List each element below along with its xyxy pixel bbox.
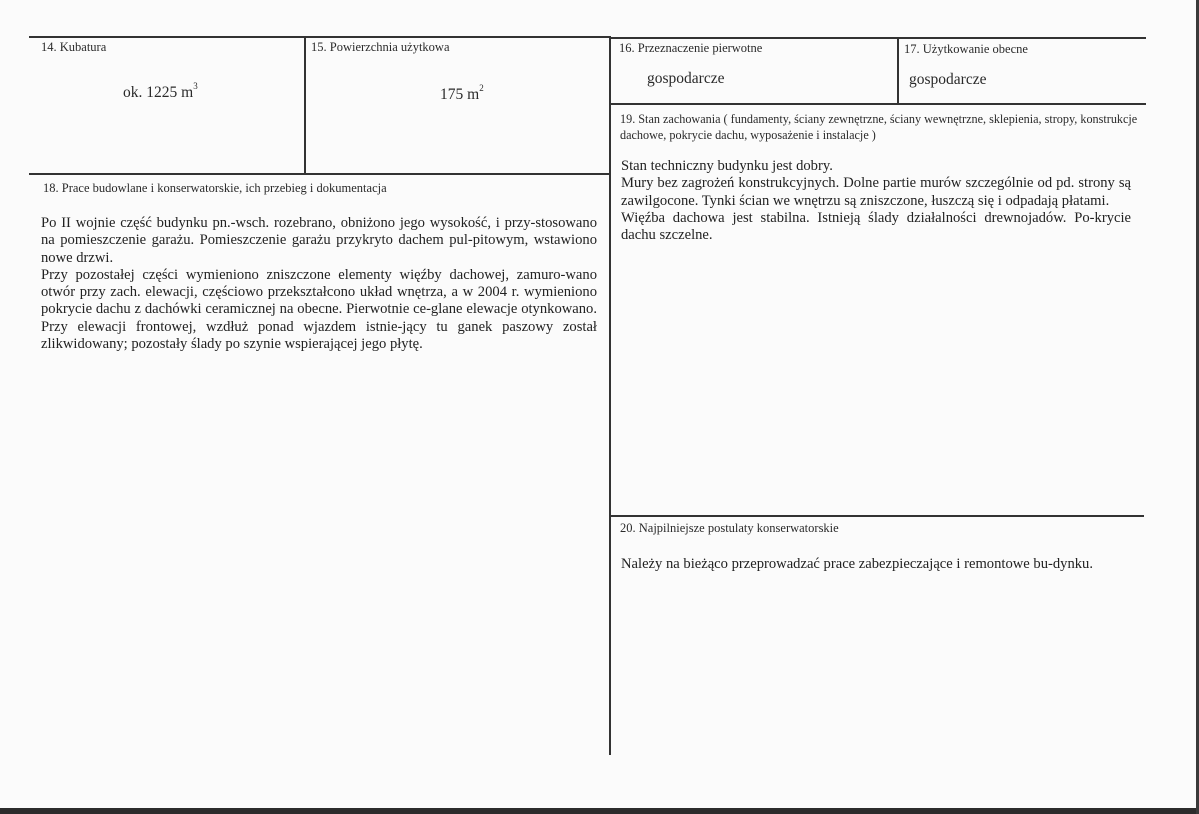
top-rule-left (29, 36, 611, 38)
field-20-text (621, 556, 1131, 573)
field-20-label: 20. Najpilniejsze postulaty konserwatorskie (620, 521, 839, 535)
field-19-label: 19. Stan zachowania ( fundamenty, ściany zewnętrzne, ściany wewnętrzne, sklepienia, stropy, konstrukcje dachowe, pokrycie dachu, wyposażenie i instalacje ) (620, 112, 1138, 142)
field-15-value (440, 83, 484, 104)
field-15-label: 15. Powierzchnia użytkowa (311, 40, 450, 54)
divider-16-17 (897, 38, 899, 103)
rule-above-19 (611, 103, 1146, 105)
rule-above-18 (29, 173, 611, 175)
field-18-paragraph: Przy pozostałej części wymieniono zniszczone elementy więźby dachowej, zamuro-wano otwór przy zach. elewacji, częściowo przekształcono układ wnętrza, a w 2004 r. wymieniono pokrycie dachu z dachówki ceramicznej na obecne. Pierwotnie ce-glane elewacje otynkowano. Przy elewacji frontowej, wzdłuż ponad wjazdem istnie-jący tu ganek paszowy został zlikwidowany; pozostały ślady po szynie wspierającej jego płytę. (41, 266, 597, 353)
scan-bottom-edge (0, 808, 1199, 814)
field-16-label: 16. Przeznaczenie pierwotne (619, 41, 763, 55)
field-14-value-text: ok. 1225 m (123, 84, 194, 101)
field-17-value: gospodarcze (909, 71, 987, 88)
field-15-value-exponent: 2 (479, 83, 484, 93)
field-18-text (41, 215, 597, 353)
field-17-label: 17. Użytkowanie obecne (904, 42, 1028, 56)
field-18-label: 18. Prace budowlane i konserwatorskie, ich przebieg i dokumentacja (43, 181, 387, 195)
field-14-value-exponent: 3 (193, 81, 198, 91)
rule-above-20 (611, 515, 1144, 517)
field-16-value: gospodarcze (647, 70, 725, 87)
field-18-paragraph: Po II wojnie część budynku pn.-wsch. rozebrano, obniżono jego wysokość, i przy-stosowano na pomieszczenie garażu. Pomieszczenie garażu przykryto dachem pul-pitowym, wstawiono nowe drzwi. (41, 215, 597, 266)
divider-14-15 (304, 36, 306, 173)
field-15-value-text: 175 m (440, 86, 480, 103)
main-vertical-divider (609, 37, 611, 755)
field-19-text (621, 158, 1131, 244)
field-19-paragraph: Stan techniczny budynku jest dobry. (621, 158, 833, 174)
field-14-value (123, 81, 198, 102)
top-rule-right (611, 37, 1146, 39)
field-19-paragraph: Więźba dachowa jest stabilna. Istnieją ślady działalności drewnojadów. Po-krycie dachu szczelne. (621, 209, 1131, 244)
field-14-label: 14. Kubatura (41, 40, 107, 54)
field-20-paragraph: Należy na bieżąco przeprowadzać prace zabezpieczające i remontowe bu-dynku. (621, 556, 1093, 572)
field-19-paragraph: Mury bez zagrożeń konstrukcyjnych. Dolne partie murów szczególnie od pd. strony są zawilgocone. Tynki ścian we wnętrzu są zniszczone, łuszczą się i odpadają płatami. (621, 175, 1131, 209)
